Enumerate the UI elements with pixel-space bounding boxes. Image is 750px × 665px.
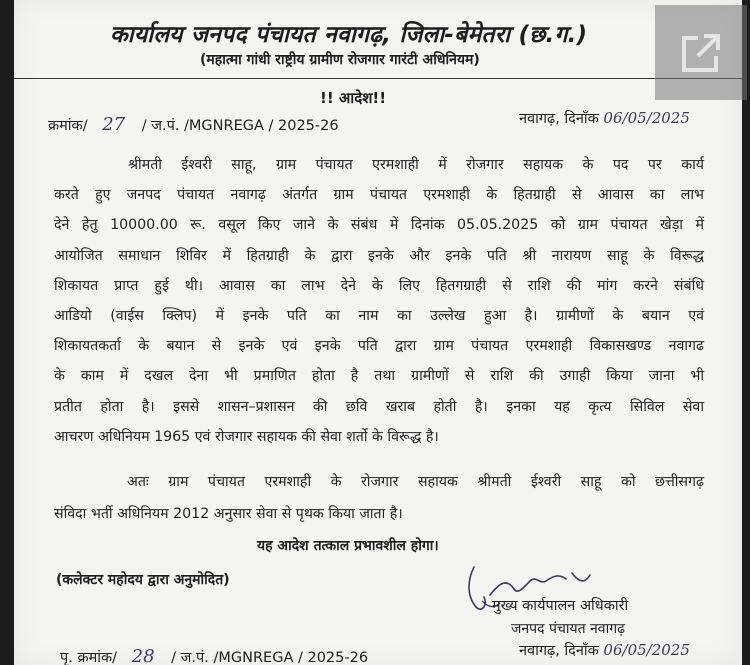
ref2-number: 28 <box>131 646 155 665</box>
order-date: 06/05/2025 <box>603 109 690 127</box>
order-title: !! आदेश!! <box>320 89 387 107</box>
body-line: के काम में दखल देना भी प्रमाणित होता है तथा ग्रामीणों से राशि की उगाही किया जाना भी <box>54 368 704 385</box>
place-date2-label: नवागढ़, दिनाँक <box>519 643 599 659</box>
body-line: करते हुए जनपद पंचायत नवागढ़ अंतर्गत ग्राम पंचायत एरमशाही के हितग्राही से आवास का लाभ <box>54 187 704 204</box>
effective-immediately-line: यह आदेश तत्काल प्रभावशील होगा। <box>257 538 439 554</box>
body-line: देने हेतु 10000.00 रू. वसूल किए जाने के संबंध में दिनांक 05.05.2025 को ग्राम पंचायत खेड़ा में <box>54 217 704 234</box>
body-line: प्रतीत होता है। इससे शासन–प्रशासन की छवि खराब होती है। इनका यह कृत्य सिविल सेवा <box>54 398 704 415</box>
endorsement-reference-line <box>60 646 368 665</box>
body-line: शिकायतकर्ता के बयान से इनके एवं इनके पति द्वारा ग्राम पंचायत एरमशाही विकासखण्ड नवागढ <box>54 338 704 355</box>
ref-number: 27 <box>102 114 126 135</box>
header-divider <box>14 78 742 79</box>
ref-suffix: / ज.पं. /MGNREGA / 2025-26 <box>141 118 339 134</box>
act-subtitle: (महात्मा गांधी राष्ट्रीय ग्रामीण रोजगार गारंटी अधिनियम) <box>200 52 480 68</box>
body-line: शिकायत प्राप्त हुई थी। आवास का लाभ देने के लिए हितगग्राही से राशि की मांग करने संबंधि <box>54 277 704 294</box>
body-line: आचरण अधिनियम 1965 एवं रोजगार सहायक की सेवा शर्तो के विरूद्ध है। <box>54 428 439 445</box>
ref2-suffix: / ज.पं. /MGNREGA / 2025-26 <box>171 650 369 665</box>
open-in-new-button[interactable] <box>655 5 747 100</box>
open-in-new-icon <box>678 30 724 76</box>
ref-prefix: क्रमांक/ <box>48 118 88 134</box>
ref2-prefix: पृ. क्रमांक/ <box>60 650 118 665</box>
order-body-paragraph <box>54 150 704 452</box>
reference-number-line <box>48 114 339 135</box>
body-line: श्रीमती ईश्वरी साहू, ग्राम पंचायत एरमशाही में रोजगार सहायक के पद पर कार्य <box>128 157 704 173</box>
place-date <box>519 108 690 128</box>
place-date-label: नवागढ़, दिनाँक <box>519 111 599 127</box>
decision-line: अतः ग्राम पंचायत एरमशाही के रोजगार सहायक श्रीमती ईश्वरी साहू को छत्तीसगढ़ <box>127 474 704 490</box>
collector-approval-line: (कलेक्टर महोदय द्वारा अनुमोदित) <box>56 572 230 588</box>
endorsement-place-date <box>519 640 690 660</box>
order-decision-paragraph <box>54 466 704 530</box>
endorsement-date: 06/05/2025 <box>603 641 690 659</box>
order-document <box>14 0 742 665</box>
body-line: आडियो (वाईस क्लिप) में इनके पति का नाम का उल्लेख हुआ है। ग्रामीणों के बयान एवं <box>54 308 704 325</box>
signatory-office: जनपद पंचायत नवागढ़ <box>511 621 625 637</box>
decision-line: संविदा भर्ती अधिनियम 2012 अनुसार सेवा से पृथक किया जाता है। <box>54 506 403 522</box>
office-title: कार्यालय जनपद पंचायत नवागढ़, जिला-बेमेतरा (छ.ग.) <box>110 22 588 48</box>
body-line: आयोजित समाधान शिविर में हितग्राही के द्वारा इनके और इनके पति श्री नारायण साहू के विरूद्ध <box>54 247 704 264</box>
signatory-title: मुख्य कार्यपालन अधिकारी <box>492 598 629 614</box>
